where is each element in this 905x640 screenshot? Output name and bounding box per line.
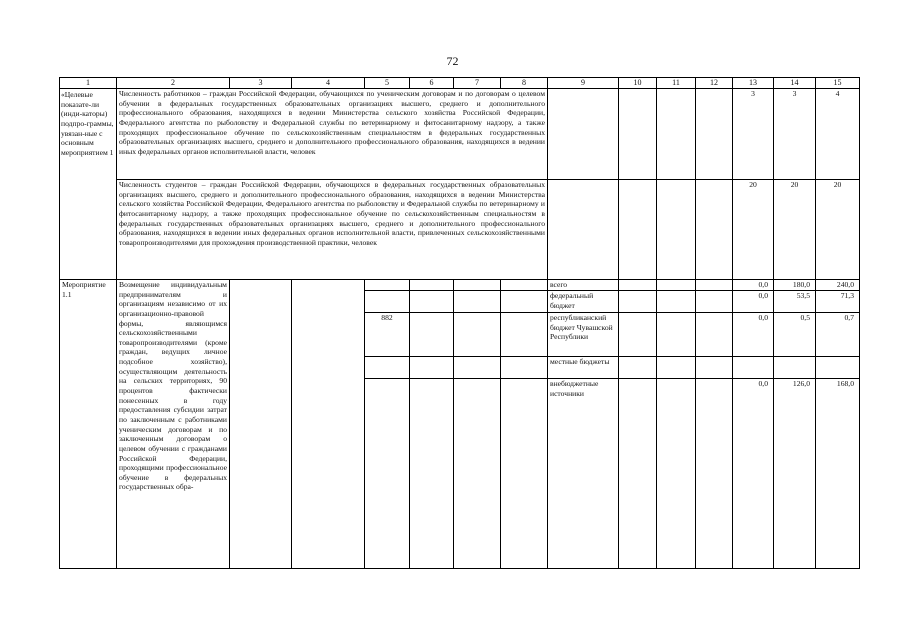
header-cell: 8 [501, 78, 548, 89]
table-cell [410, 280, 454, 291]
table-cell [548, 89, 619, 180]
table-cell [410, 379, 454, 569]
table-cell [454, 280, 501, 291]
table-cell [657, 313, 696, 357]
table-cell [230, 280, 292, 569]
value-cell: 0,0 [733, 291, 774, 313]
value-cell [774, 357, 816, 379]
table-cell [619, 291, 657, 313]
table-cell [454, 357, 501, 379]
value-cell: 180,0 [774, 280, 816, 291]
header-cell: 9 [548, 78, 619, 89]
table-cell [501, 357, 548, 379]
table-cell [657, 379, 696, 569]
value-cell: 0,5 [774, 313, 816, 357]
grbs-code: 882 [365, 313, 410, 357]
source-cell: республиканский бюджет Чувашской Республики [548, 313, 619, 357]
table-cell [365, 357, 410, 379]
table-cell [696, 89, 733, 180]
value-cell: 20 [774, 180, 816, 280]
table-cell [292, 280, 365, 569]
indicator-row-students [60, 180, 860, 280]
measure-label: Мероприятие 1.1 [60, 280, 117, 569]
program-table [59, 77, 860, 569]
header-cell: 1 [60, 78, 117, 89]
table-cell [619, 180, 657, 280]
header-cell: 6 [410, 78, 454, 89]
value-cell: 0,7 [816, 313, 860, 357]
table-cell [410, 291, 454, 313]
value-cell [733, 357, 774, 379]
table-cell [454, 379, 501, 569]
source-cell: всего [548, 280, 619, 291]
table-cell [548, 180, 619, 280]
table-cell [501, 313, 548, 357]
header-cell: 15 [816, 78, 860, 89]
indicator-text-students: Численность студентов – граждан Российской Федерации, обучающихся в федеральных государственных образовательных организациях высшего, среднего и дополнительного профессионального образования, находящихся в ведении Министерства сельского хозяйства Российской Федерации, Федерального агентства по рыболовству и Федеральной службы по ветеринарному и фитосанитарному надзору, а также проходящих профессиональное обучение по сельскохозяйственным специальностям в федеральных государственных образовательных организациях высшего, среднего и дополнительного профессионального образования, находящихся в ведении иных федеральных органов исполнительной власти, привлеченных сельскохозяйственными товаропроизводителями для прохождения производственной практики, человек [117, 180, 548, 280]
table-cell [657, 280, 696, 291]
value-cell: 20 [816, 180, 860, 280]
table-cell [619, 89, 657, 180]
header-cell: 13 [733, 78, 774, 89]
table-cell [454, 313, 501, 357]
table-cell [365, 280, 410, 291]
value-cell [816, 357, 860, 379]
value-cell: 0,0 [733, 313, 774, 357]
header-row [60, 78, 860, 89]
table-cell [410, 313, 454, 357]
header-cell: 2 [117, 78, 230, 89]
header-cell: 5 [365, 78, 410, 89]
table-cell [696, 379, 733, 569]
header-cell: 12 [696, 78, 733, 89]
value-cell: 71,3 [816, 291, 860, 313]
source-cell: внебюджетные источники [548, 379, 619, 569]
table-cell [657, 357, 696, 379]
value-cell: 240,0 [816, 280, 860, 291]
value-cell: 4 [816, 89, 860, 180]
source-cell: федеральный бюджет [548, 291, 619, 313]
header-cell: 7 [454, 78, 501, 89]
value-cell: 126,0 [774, 379, 816, 569]
header-cell: 14 [774, 78, 816, 89]
table-cell [696, 280, 733, 291]
value-cell: 53,5 [774, 291, 816, 313]
table-cell [619, 313, 657, 357]
table-cell [657, 291, 696, 313]
table-cell [657, 180, 696, 280]
header-cell: 4 [292, 78, 365, 89]
value-cell: 0,0 [733, 280, 774, 291]
table-cell [501, 291, 548, 313]
page-number: 72 [446, 54, 459, 68]
table-cell [619, 379, 657, 569]
indicator-text-workers: Численность работников – граждан Российской Федерации, обучающихся по ученическим договорам и по договорам о целевом обучении в федеральных государственных образовательных организациях высшего, среднего и дополнительного профессионального образования, находящихся в ведении Министерства сельского хозяйства Российской Федерации, Федерального агентства по рыболовству и Федеральной службы по ветеринарному и фитосанитарному надзору, а также проходящих профессиональное обучение по сельскохозяйственным специальностям в федеральных государственных образовательных организациях высшего, среднего и дополнительного профессионального образования, находящихся в ведении иных федеральных органов исполнительной власти, человек [117, 89, 548, 180]
value-cell: 20 [733, 180, 774, 280]
table-cell [619, 357, 657, 379]
table-cell [365, 291, 410, 313]
source-cell: местные бюджеты [548, 357, 619, 379]
table-cell [696, 313, 733, 357]
table-cell [657, 89, 696, 180]
table-cell [696, 357, 733, 379]
funding-row-total [60, 280, 860, 291]
header-cell: 3 [230, 78, 292, 89]
indicator-row-workers [60, 89, 860, 180]
table-cell [501, 379, 548, 569]
value-cell: 168,0 [816, 379, 860, 569]
table-cell [365, 379, 410, 569]
table-cell [410, 357, 454, 379]
value-cell: 3 [733, 89, 774, 180]
value-cell: 3 [774, 89, 816, 180]
indicators-label: «Целевые показате-ли (инди-каторы) подпро-граммы, увязан-ные с основным мероприятием 1 [60, 89, 117, 280]
value-cell: 0,0 [733, 379, 774, 569]
table-cell [501, 280, 548, 291]
table-cell [696, 180, 733, 280]
table-cell [454, 291, 501, 313]
measure-description: Возмещение индивидуальным предпринимателям и организациям независимо от их организационно-правовой формы, являющимся сельскохозяйственными товаропроизводителями (кроме граждан, ведущих личное подсобное хозяйство), осуществляющим деятельность на сельских территориях, 90 процентов фактически понесенных в году предоставления субсидии затрат по заключенным с работниками ученическим договорам и по заключенным договорам о целевом обучении с гражданами Российской Федерации, проходящими профессиональное обучение в федеральных государственных обра- [117, 280, 230, 569]
table-cell [696, 291, 733, 313]
header-cell: 11 [657, 78, 696, 89]
table-cell [619, 280, 657, 291]
header-cell: 10 [619, 78, 657, 89]
